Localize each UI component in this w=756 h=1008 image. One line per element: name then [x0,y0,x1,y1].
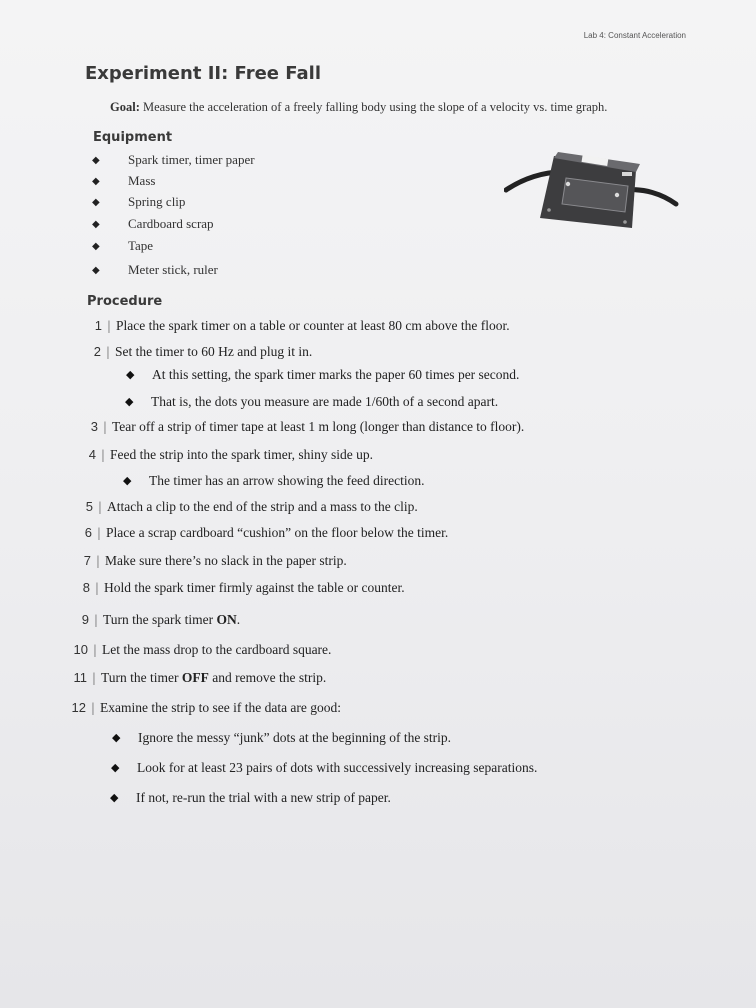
bullet-icon: ◆ [111,762,120,774]
procedure-substep: ◆ Look for at least 23 pairs of dots with successively increasing separations. [111,760,538,775]
list-item: ◆ Spark timer, timer paper [92,152,255,167]
procedure-step: 1 | Place the spark timer on a table or counter at least 80 cm above the floor. [94,318,510,333]
equipment-heading: Equipment [93,130,173,145]
procedure-step: 9 | Turn the spark timer ON. [81,612,241,627]
bullet-icon: ◆ [92,241,100,252]
list-item: ◆ Mass [92,173,156,188]
procedure-step: 2 | Set the timer to 60 Hz and plug it in. [93,344,313,359]
procedure-substep: ◆ The timer has an arrow showing the feed direction. [123,473,425,488]
spark-timer-illustration [504,148,680,248]
procedure-step: 12 | Examine the strip to see if the data are good: [71,700,342,715]
procedure-step: 3 | Tear off a strip of timer tape at least 1 m long (longer than distance to floor). [90,419,525,434]
goal-label: Goal: [110,100,140,114]
procedure-substep: ◆ If not, re-run the trial with a new strip of paper. [110,790,391,805]
bullet-icon: ◆ [92,197,100,208]
procedure-step: 8 | Hold the spark timer firmly against the table or counter. [82,580,405,595]
procedure-step: 7 | Make sure there’s no slack in the paper strip. [83,553,347,568]
list-item: ◆ Spring clip [92,194,186,209]
procedure-step: 6 | Place a scrap cardboard “cushion” on the floor below the timer. [84,525,449,540]
list-item: ◆ Cardboard scrap [92,216,214,231]
list-item: ◆ Tape [92,238,154,253]
procedure-substep: ◆ Ignore the messy “junk” dots at the beginning of the strip. [112,730,452,745]
goal-text: Measure the acceleration of a freely falling body using the slope of a velocity vs. time graph. [142,100,608,114]
bullet-icon: ◆ [112,732,121,744]
bullet-icon: ◆ [92,176,100,187]
lab-header: Lab 4: Constant Acceleration [583,31,686,40]
procedure-substep: ◆ That is, the dots you measure are made 1/60th of a second apart. [125,394,499,409]
bullet-icon: ◆ [125,396,134,408]
procedure-step: 5 | Attach a clip to the end of the strip and a mass to the clip. [85,499,418,514]
bullet-icon: ◆ [92,265,100,276]
bullet-icon: ◆ [110,792,119,804]
goal-line [110,100,607,115]
bullet-icon: ◆ [123,475,132,487]
procedure-step: 4 | Feed the strip into the spark timer, shiny side up. [88,447,374,462]
procedure-substep: ◆ At this setting, the spark timer marks the paper 60 times per second. [126,367,520,382]
bullet-icon: ◆ [92,219,100,230]
procedure-heading: Procedure [87,294,163,309]
procedure-step: 10 | Let the mass drop to the cardboard square. [73,642,332,657]
bullet-icon: ◆ [126,369,135,381]
bullet-icon: ◆ [92,155,100,166]
procedure-step: 11 | Turn the timer OFF and remove the strip. [73,670,327,685]
experiment-title: Experiment II: Free Fall [85,63,321,84]
list-item: ◆ Meter stick, ruler [92,262,218,277]
